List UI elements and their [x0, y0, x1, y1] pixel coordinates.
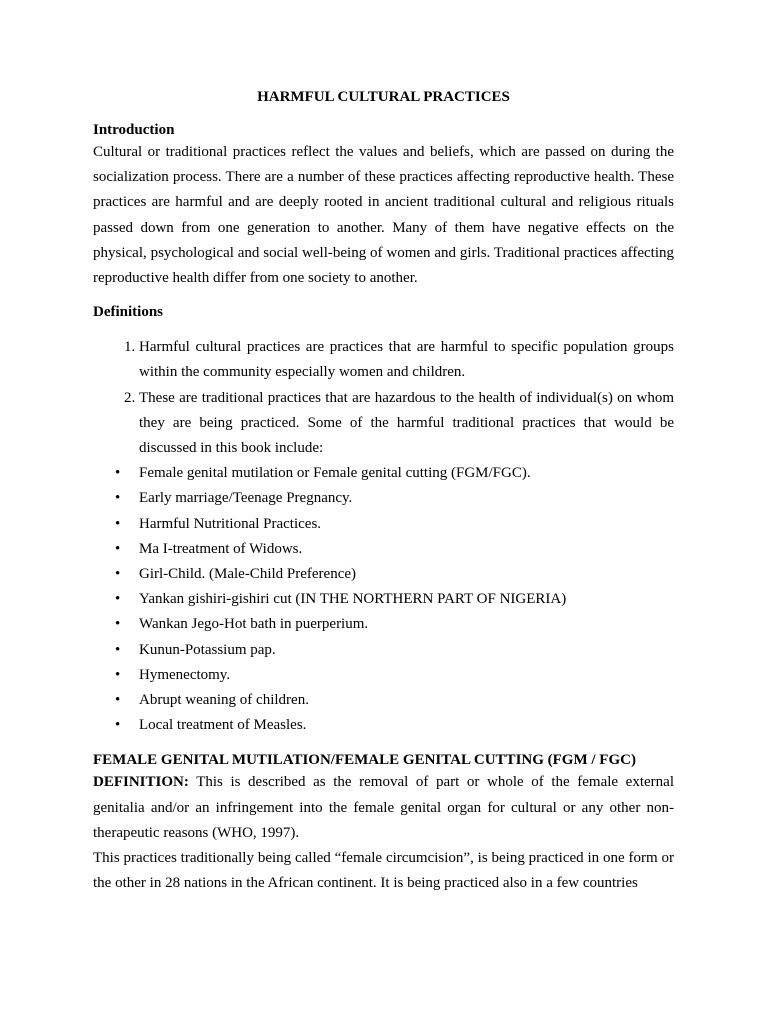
list-item: • Harmful Nutritional Practices.	[139, 512, 674, 537]
list-item: • Hymenectomy.	[139, 663, 674, 688]
list-item: • Early marriage/Teenage Pregnancy.	[139, 486, 674, 511]
fgm-definition-paragraph	[93, 770, 674, 846]
introduction-paragraph: Cultural or traditional practices reflect the values and beliefs, which are passed on during the socialization process. There are a number of these practices affecting reproductive health. These practices are harmful and are deeply rooted in ancient traditional cultural and religious rituals passed down from one generation to another. Many of them have negative effects on the physical, psychological and social well-being of women and girls. Traditional practices affecting reproductive health differ from one society to another.	[93, 144, 674, 287]
list-item: • Wankan Jego-Hot bath in puerperium.	[139, 612, 674, 637]
list-item: • Female genital mutilation or Female genital cutting (FGM/FGC).	[139, 461, 674, 486]
list-item: • Abrupt weaning of children.	[139, 688, 674, 713]
definitions-heading: Definitions	[93, 304, 164, 321]
fgm-paragraph: This practices traditionally being called “female circumcision”, is being practiced in one form or the other in 28 nations in the African continent. It is being practiced also in a few countries	[93, 850, 674, 892]
definition-item: 2. These are traditional practices that are hazardous to the health of individual(s) on whom they are being practiced. Some of the harmful traditional practices that would be discussed in this book include:	[139, 386, 674, 462]
list-item: • Kunun-Potassium pap.	[139, 638, 674, 663]
definition-text: This is described as the removal of part or whole of the female external genitalia and/or an infringement into the female genital organ for cultural or any other non-therapeutic reasons (WHO, 1997).	[93, 774, 674, 841]
practices-bullet-list	[93, 461, 674, 738]
definitions-numbered-list	[93, 335, 674, 461]
page-title: HARMFUL CULTURAL PRACTICES	[257, 89, 510, 105]
fgm-section-heading: FEMALE GENITAL MUTILATION/FEMALE GENITAL CUTTING (FGM / FGC)	[93, 752, 636, 769]
definition-label: DEFINITION:	[93, 774, 189, 791]
list-item: • Local treatment of Measles.	[139, 713, 674, 738]
list-item: • Yankan gishiri-gishiri cut (IN THE NORTHERN PART OF NIGERIA)	[139, 587, 674, 612]
definition-item: 1. Harmful cultural practices are practices that are harmful to specific population groups within the community especially women and children.	[139, 335, 674, 385]
introduction-heading: Introduction	[93, 122, 175, 138]
list-item: • Ma I-treatment of Widows.	[139, 537, 674, 562]
list-item: • Girl-Child. (Male-Child Preference)	[139, 562, 674, 587]
